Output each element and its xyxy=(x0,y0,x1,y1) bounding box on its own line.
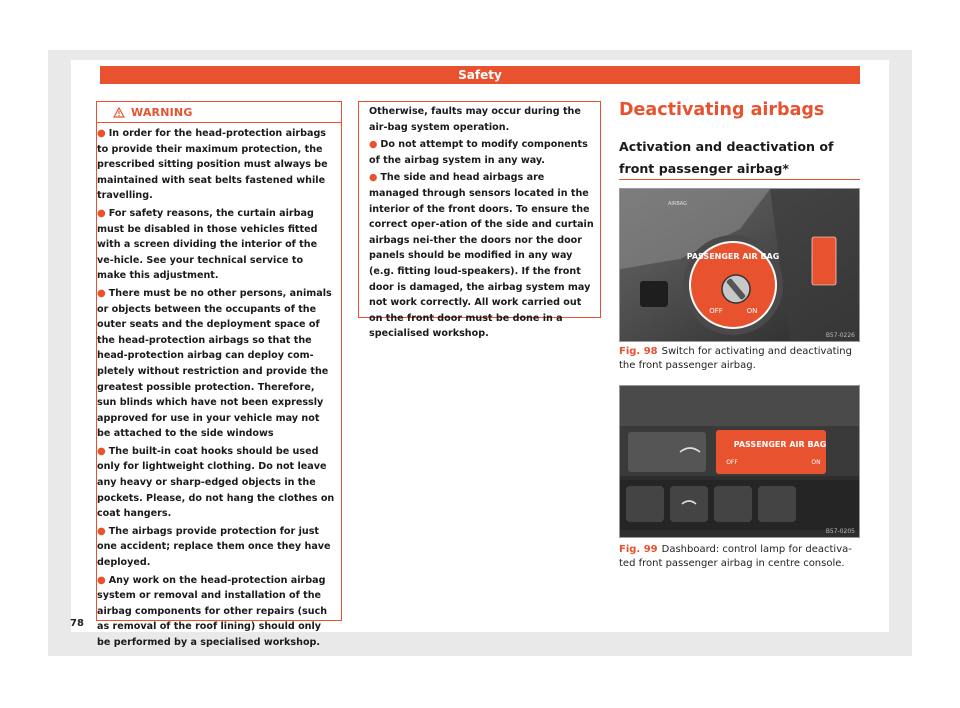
section-divider xyxy=(619,179,860,180)
figure-caption-text: Dashboard: control lamp for deactiva-ted front passenger airbag in centre console. xyxy=(619,544,852,569)
centre-console-illustration xyxy=(620,386,859,537)
page-number: 78 xyxy=(70,618,84,629)
lamp-off-label: OFF xyxy=(726,459,738,466)
switch-title: PASSENGER AIR BAG xyxy=(686,252,780,261)
section-subtitle: Activation and deactivation of front passenger airbag* xyxy=(619,139,834,176)
figure-label: Fig. 99 xyxy=(619,544,658,555)
lamp-title: PASSENGER AIR BAG xyxy=(733,440,827,449)
warning-box xyxy=(96,101,342,648)
warning-triangle-icon xyxy=(113,107,125,118)
continuation-bullet: ● Do not attempt to modify components of the airbag system in any way. xyxy=(369,139,588,166)
continuation-intro: Otherwise, faults may occur during the air-bag system operation. xyxy=(369,106,581,133)
warning-bullet: ● For safety reasons, the curtain airbag must be disabled in those vehicles fitted with a screen dividing the interior of the ve-hicle. See your technical service to make this adjustment. xyxy=(97,207,318,282)
figure-98-caption xyxy=(619,345,864,373)
warning-bullet: ● The airbags provide protection for just one accident; replace them once they have deployed. xyxy=(97,525,331,569)
passenger-airbag-switch-illustration xyxy=(620,189,859,341)
figure-caption-text: Switch for activating and deactivating the front passenger airbag. xyxy=(619,346,852,371)
warning-title: WARNING xyxy=(131,105,193,119)
switch-off-label: OFF xyxy=(709,307,723,315)
figure-99-caption xyxy=(619,543,864,571)
warning-list xyxy=(97,123,341,651)
warning-header xyxy=(97,102,341,123)
dash-airbag-label: AIRBAG xyxy=(668,201,688,207)
warning-bullet: ● In order for the head-protection airbags to provide their maximum protection, the prescribed sitting position must always be maintained with seat belts fastened while travelling. xyxy=(97,128,328,202)
warning-bullet: ● There must be no other persons, animals or objects between the occupants of the outer seats and the deployment space of the head-protection airbags so that the head-protection airbag can deploy com-pletely without restriction and provide the greatest possible protection. Therefore, sun blinds which have not been expressly approved for use in your vehicle may not be attached to the side windows xyxy=(97,287,332,440)
figure-99-image xyxy=(619,385,860,538)
warning-bullet: ● The built-in coat hooks should be used only for lightweight clothing. Do not leave any heavy or sharp-edged objects in the pockets. Please, do not hang the clothes on coat hangers. xyxy=(97,445,335,520)
section-title: Deactivating airbags xyxy=(619,100,825,120)
lamp-on-label: ON xyxy=(811,459,821,466)
chapter-header: Safety xyxy=(100,66,860,84)
continuation-bullet: ● The side and head airbags are managed through sensors located in the interior of the front doors. To ensure the correct oper-ation of the side and curtain airbags nei-ther the doors nor the door panels should be modified in any way (e.g. fitting loud-speakers). If the front door is damaged, the airbag system may not work correctly. All work carried out on the front door must be done in a specialised workshop. xyxy=(369,172,594,340)
figure-code: B57-0205 xyxy=(825,528,855,535)
warning-continuation-box xyxy=(358,101,601,340)
warning-bullet: ● Any work on the head-protection airbag system or removal and installation of the airbag components for other repairs (such as removal of the roof lining) should only be performed by a specialised workshop. xyxy=(97,574,328,648)
figure-code: B57-0226 xyxy=(825,332,855,339)
figure-98-image xyxy=(619,188,860,342)
figure-label: Fig. 98 xyxy=(619,346,658,357)
switch-on-label: ON xyxy=(746,307,758,315)
